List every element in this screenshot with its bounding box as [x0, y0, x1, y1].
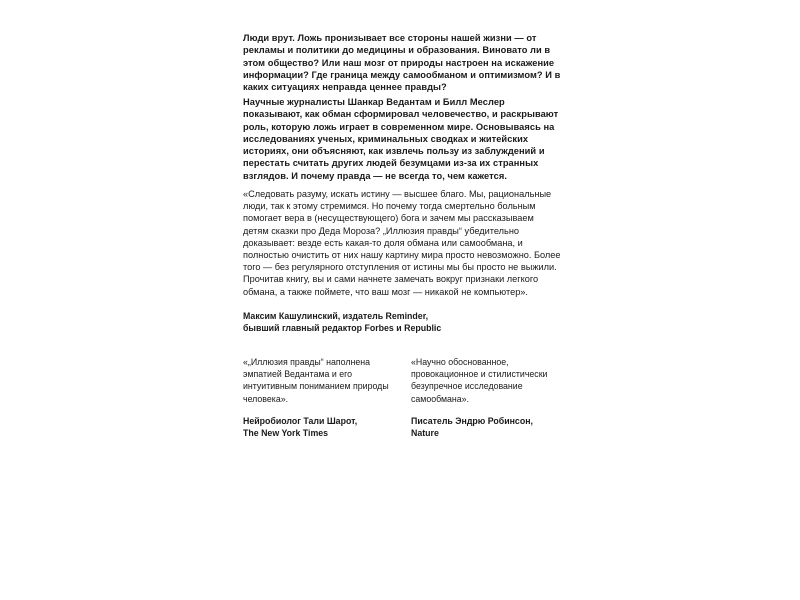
- review-right-author: Писатель Эндрю Робинсон,: [411, 416, 533, 426]
- review-right: [411, 356, 561, 439]
- review-left-text: «„Иллюзия правды“ наполнена эмпатией Ведантама и его интуитивным пониманием природы человека».: [243, 357, 389, 404]
- review-left-attribution: [243, 415, 393, 439]
- review-right-source: Nature: [411, 428, 439, 439]
- review-left-author: Нейробиолог Тали Шарот,: [243, 416, 358, 426]
- review-left-source: The New York Times: [243, 428, 329, 439]
- review-right-text: «Научно обоснованное, провокационное и стилистически безупречное исследование самообмана».: [411, 357, 548, 404]
- review-left: [243, 356, 393, 439]
- main-quote-text: «Следовать разуму, искать истину — высшее благо. Мы, рациональные люди, так к этому стремимся. Но почему тогда смертельно больным помогает вера в (несуществующего) бога и зачем мы рассказываем детям сказки про Деда Мороза? „Иллюзия правды“ убедительно доказывает: везде есть какая-то доля обмана или самообмана, и полностью очистить от них нашу картину мира просто невозможно. Более того — без регулярного отступления от истины мы бы просто не выжили. Прочитав книгу, вы и сами начнете замечать вокруг признаки легкого обмана, а также поймете, что ваш мозг — никакой не компьютер».: [243, 189, 561, 297]
- review-right-attribution: [411, 415, 561, 439]
- main-quote-attribution: [243, 310, 561, 334]
- intro-paragraph-1: Люди врут. Ложь пронизывает все стороны нашей жизни — от рекламы и политики до медицины и образования. Виновато ли в этом общество? Или наш мозг от природы настроен на искажение информации? Где граница между самообманом и оптимизмом? И в каких ситуациях неправда ценнее правды?: [243, 33, 561, 93]
- intro-paragraph-2: Научные журналисты Шанкар Ведантам и Билл Меслер показывают, как обман сформировал человечество, и раскрывают роль, которую ложь играет в современном мире. Основываясь на исследованиях ученых, криминальных сводках и житейских историях, они объясняют, как извлечь пользу из заблуждений и перестать считать других людей безумцами из-за их странных взглядов. И почему правда — не всегда то, чем кажется.: [243, 97, 559, 181]
- main-quote-author-name: Максим Кашулинский, издатель Reminder,: [243, 311, 429, 321]
- main-quote-author-title: бывший главный редактор Forbes и Republic: [243, 323, 442, 334]
